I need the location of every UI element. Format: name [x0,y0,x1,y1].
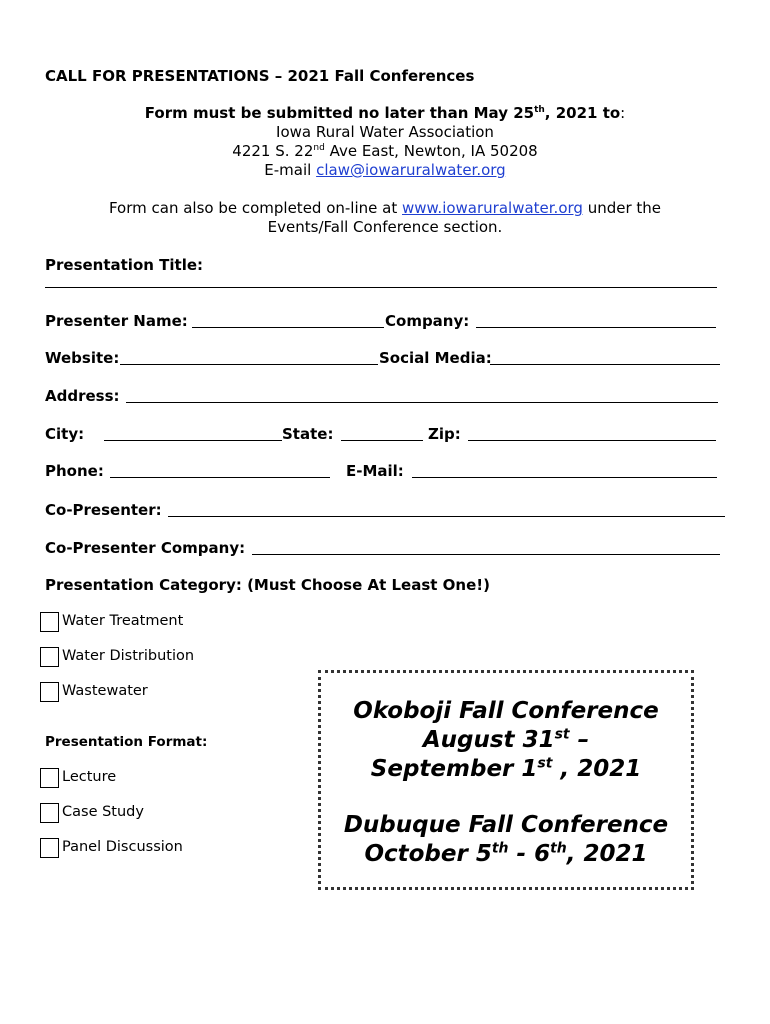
state-label: State: [282,425,334,443]
case-study-checkbox[interactable] [40,803,59,823]
page-title: CALL FOR PRESENTATIONS – 2021 Fall Conferences [45,67,475,85]
state-field[interactable] [341,440,423,441]
panel-discussion-checkbox[interactable] [40,838,59,858]
social-media-field[interactable] [490,364,720,365]
address-label: Address: [45,387,120,405]
zip-field[interactable] [468,440,716,441]
okoboji-conference-title: Okoboji Fall Conference [353,698,659,724]
co-presenter-company-label: Co-Presenter Company: [45,539,246,557]
panel-discussion-label: Panel Discussion [62,839,183,855]
lecture-label: Lecture [62,769,117,785]
okoboji-date-line1: August 31st – [422,726,590,753]
co-presenter-label: Co-Presenter: [45,501,162,519]
presenter-name-label: Presenter Name: [45,312,188,330]
organization-name: Iowa Rural Water Association [276,123,494,141]
phone-field[interactable] [110,477,330,478]
co-presenter-company-field[interactable] [252,554,720,555]
wastewater-label: Wastewater [62,683,148,699]
dubuque-conference-title: Dubuque Fall Conference [343,812,669,838]
company-field[interactable] [476,327,716,328]
okoboji-date-line2: September 1st , 2021 [370,755,642,782]
dubuque-date: October 5th - 6th, 2021 [364,840,648,867]
company-label: Company: [385,312,470,330]
address-field[interactable] [126,402,718,403]
water-distribution-checkbox[interactable] [40,647,59,667]
co-presenter-field[interactable] [168,516,725,517]
organization-address: 4221 S. 22nd Ave East, Newton, IA 50208 [232,142,538,160]
submission-deadline: Form must be submitted no later than May 25th, 2021 to: [144,104,626,122]
water-treatment-label: Water Treatment [62,613,184,629]
city-field[interactable] [104,440,282,441]
water-distribution-label: Water Distribution [62,648,195,664]
presenter-name-field[interactable] [192,327,384,328]
category-heading: Presentation Category: (Must Choose At Least One!) [45,576,490,594]
online-form-note: Form can also be completed on-line at www.iowaruralwater.org under the [108,199,662,217]
presentation-title-label: Presentation Title: [45,256,204,274]
wastewater-checkbox[interactable] [40,682,59,702]
social-media-label: Social Media: [379,349,492,367]
email-line: E-mail claw@iowaruralwater.org [264,161,506,179]
website-field[interactable] [120,364,378,365]
email-field[interactable] [412,477,717,478]
phone-label: Phone: [45,462,104,480]
city-label: City: [45,425,85,443]
website-label: Website: [45,349,120,367]
lecture-checkbox[interactable] [40,768,59,788]
email-link[interactable]: claw@iowaruralwater.org [316,161,506,179]
format-heading: Presentation Format: [45,734,208,750]
email-label: E-Mail: [346,462,404,480]
water-treatment-checkbox[interactable] [40,612,59,632]
presentation-title-field[interactable] [45,287,717,288]
website-link[interactable]: www.iowaruralwater.org [402,199,583,217]
online-form-note-line2: Events/Fall Conference section. [267,218,503,236]
zip-label: Zip: [428,425,461,443]
case-study-label: Case Study [62,804,144,820]
